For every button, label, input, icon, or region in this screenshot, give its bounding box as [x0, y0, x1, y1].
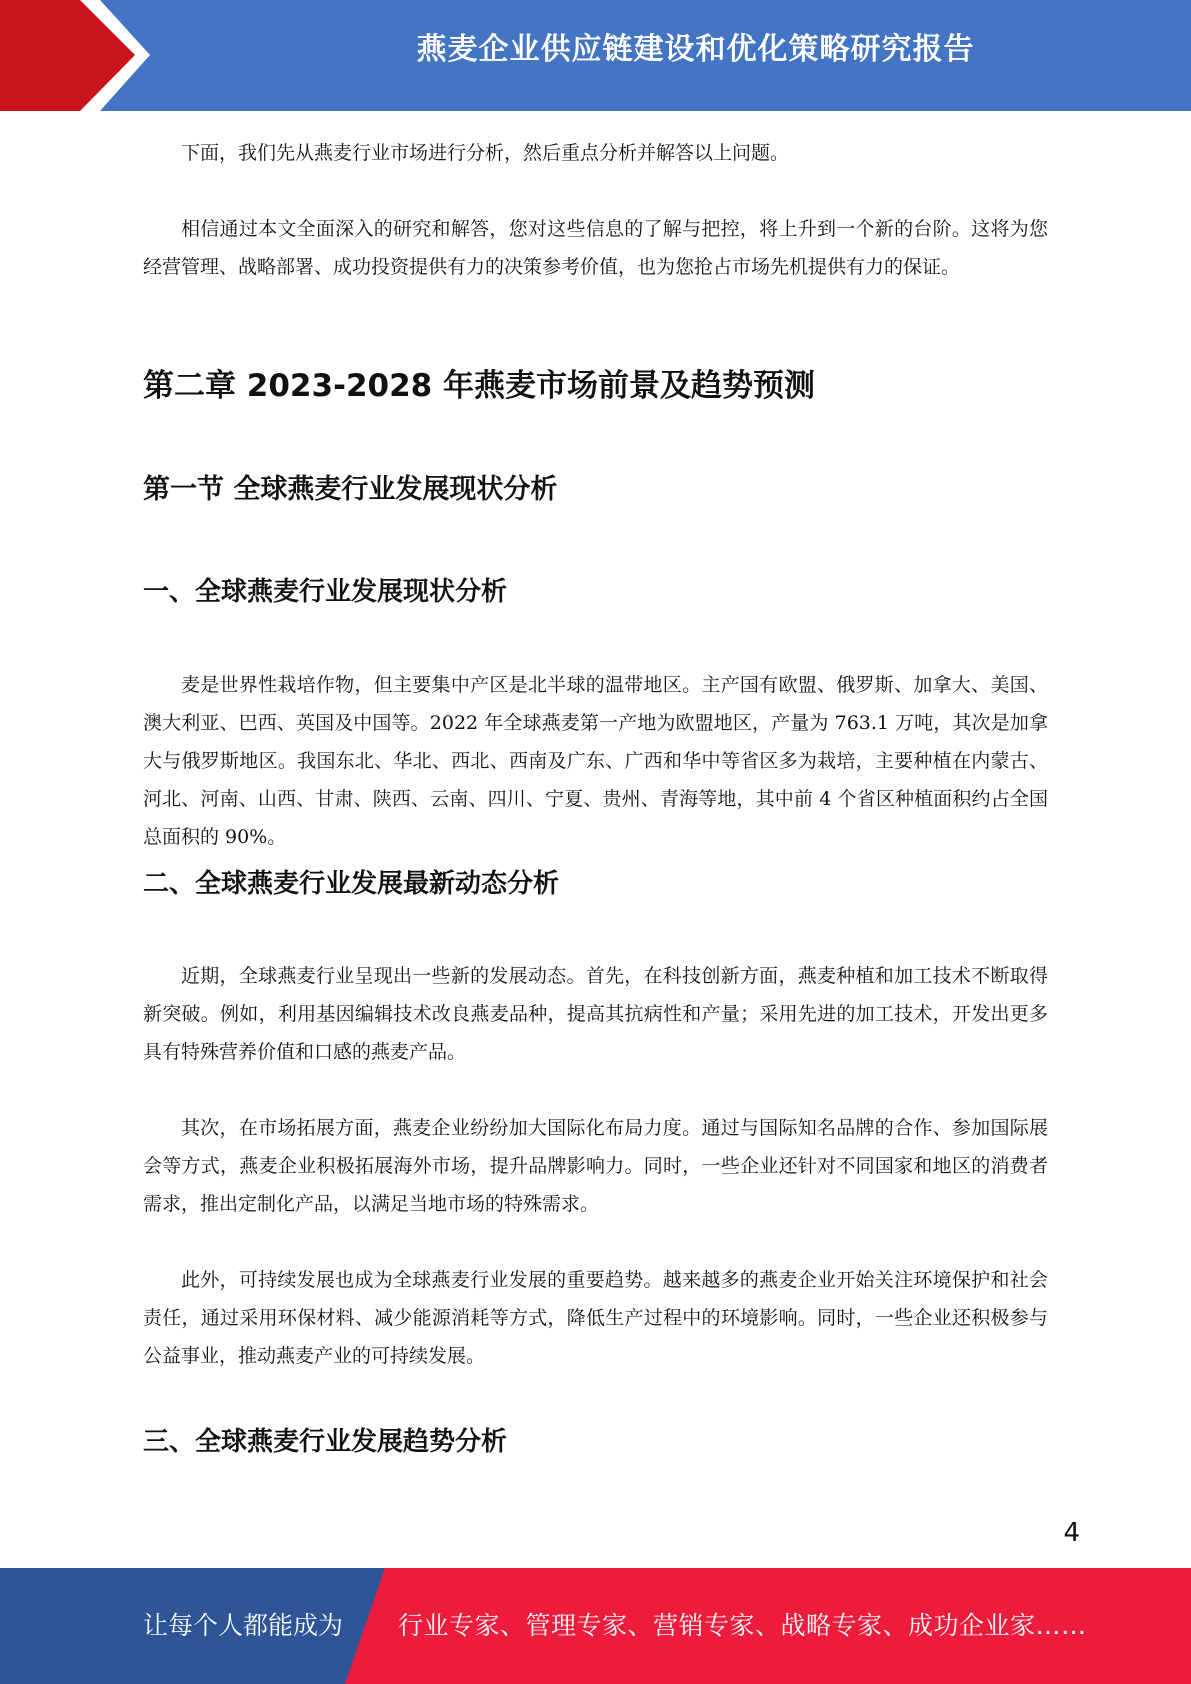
- subsection-title-3: 三、全球燕麦行业发展趋势分析: [143, 1427, 508, 1457]
- section-title: 第一节 全球燕麦行业发展现状分析: [143, 474, 558, 505]
- header-chevron-decoration: [0, 0, 160, 111]
- page-footer: [0, 1568, 1191, 1684]
- header-title: 燕麦企业供应链建设和优化策略研究报告: [416, 32, 975, 67]
- intro-paragraph-2: 相信通过本文全面深入的研究和解答，您对这些信息的了解与把控，将上升到一个新的台阶。这将为您经营管理、战略部署、成功投资提供有力的决策参考价值，也为您抢占市场先机提供有力的保证。: [143, 218, 1048, 278]
- footer-slogan-right: 行业专家、管理专家、营销专家、战略专家、成功企业家……: [398, 1611, 1087, 1640]
- subsection-2-paragraph-3: 此外，可持续发展也成为全球燕麦行业发展的重要趋势。越来越多的燕麦企业开始关注环境保护和社会责任，通过采用环保材料、减少能源消耗等方式，降低生产过程中的环境影响。同时，一些企业还积极参与公益事业，推动燕麦产业的可持续发展。: [143, 1269, 1048, 1367]
- subsection-title-1: 一、全球燕麦行业发展现状分析: [143, 577, 508, 607]
- subsection-2-paragraph-1: 近期，全球燕麦行业呈现出一些新的发展动态。首先，在科技创新方面，燕麦种植和加工技术不断取得新突破。例如，利用基因编辑技术改良燕麦品种，提高其抗病性和产量；采用先进的加工技术，开发出更多具有特殊营养价值和口感的燕麦产品。: [143, 965, 1048, 1063]
- subsection-2-paragraph-2: 其次，在市场拓展方面，燕麦企业纷纷加大国际化布局力度。通过与国际知名品牌的合作、参加国际展会等方式，燕麦企业积极拓展海外市场，提升品牌影响力。同时，一些企业还针对不同国家和地区的消费者需求，推出定制化产品，以满足当地市场的特殊需求。: [143, 1117, 1048, 1215]
- subsection-1-paragraph: 麦是世界性栽培作物，但主要集中产区是北半球的温带地区。主产国有欧盟、俄罗斯、加拿大、美国、澳大利亚、巴西、英国及中国等。2022 年全球燕麦第一产地为欧盟地区，产量为 763.1 万吨，其次是加拿大与俄罗斯地区。我国东北、华北、西北、西南及广东、广西和华中等省区多为栽培，主要种植在内蒙古、河北、河南、山西、甘肃、陕西、云南、四川、宁夏、贵州、青海等地，其中前 4 个省区种植面积约占全国总面积的 90%。: [143, 674, 1048, 848]
- chapter-title: 第二章 2023-2028 年燕麦市场前景及趋势预测: [143, 368, 816, 404]
- page-header: [0, 0, 1191, 111]
- page-number: 4: [1063, 1518, 1080, 1548]
- subsection-title-2: 二、全球燕麦行业发展最新动态分析: [143, 869, 560, 899]
- footer-slogan-left: 让每个人都能成为: [143, 1611, 344, 1640]
- intro-paragraph-1: 下面，我们先从燕麦行业市场进行分析，然后重点分析并解答以上问题。: [181, 142, 790, 164]
